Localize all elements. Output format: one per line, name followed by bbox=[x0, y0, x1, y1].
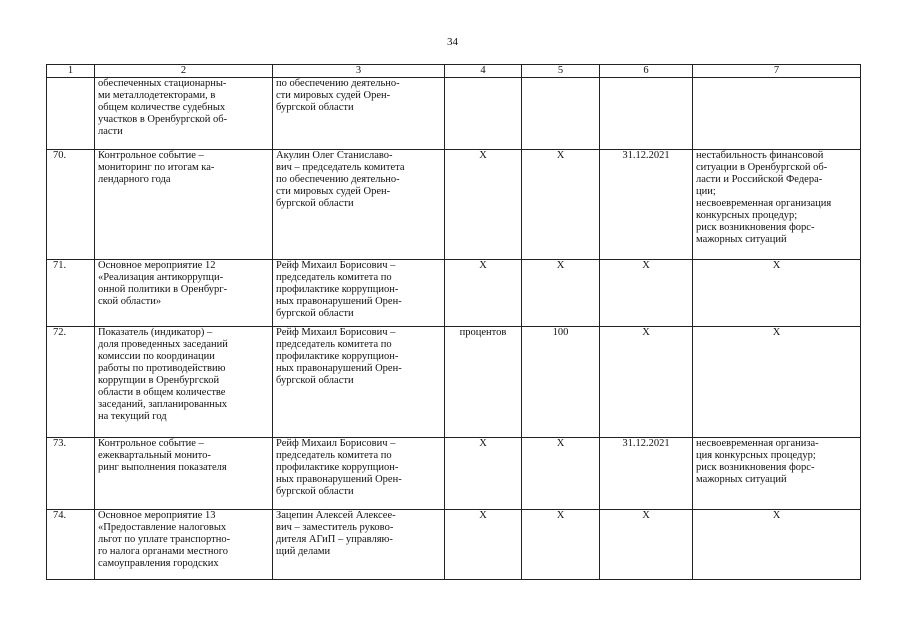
table-row bbox=[47, 260, 861, 327]
row-number: 72. bbox=[47, 327, 95, 438]
responsible-person: Рейф Михаил Борисович – председатель комитета по профилактике коррупцион- ных правонарушений Орен- бургской области bbox=[273, 260, 445, 327]
column-header: 3 bbox=[273, 65, 445, 78]
risks-cell: X bbox=[693, 260, 861, 327]
value-cell: 100 bbox=[522, 327, 600, 438]
risks-cell: несвоевременная организа- ция конкурсных процедур; риск возникновения форс- мажорных ситуаций bbox=[693, 438, 861, 510]
column-header: 5 bbox=[522, 65, 600, 78]
unit-cell: X bbox=[445, 150, 522, 260]
date-cell bbox=[600, 78, 693, 150]
page-number: 34 bbox=[447, 36, 458, 48]
responsible-person: по обеспечению деятельно- сти мировых судей Орен- бургской области bbox=[273, 78, 445, 150]
column-header: 4 bbox=[445, 65, 522, 78]
column-header: 2 bbox=[95, 65, 273, 78]
row-number bbox=[47, 78, 95, 150]
value-cell: X bbox=[522, 510, 600, 580]
responsible-person: Зацепин Алексей Алексее- вич – заместитель руково- дителя АГиП – управляю- щий делами bbox=[273, 510, 445, 580]
measure-name: Контрольное событие – мониторинг по итогам ка- лендарного года bbox=[95, 150, 273, 260]
column-number-row bbox=[47, 65, 861, 78]
table-row bbox=[47, 510, 861, 580]
risks-cell: X bbox=[693, 510, 861, 580]
measure-name: Контрольное событие – ежеквартальный монито- ринг выполнения показателя bbox=[95, 438, 273, 510]
measure-name: Показатель (индикатор) – доля проведенных заседаний комиссии по координации работы по противодействию коррупции в Оренбургской области в общем количестве заседаний, запланированных на текущий год bbox=[95, 327, 273, 438]
responsible-person: Рейф Михаил Борисович – председатель комитета по профилактике коррупцион- ных правонарушений Орен- бургской области bbox=[273, 327, 445, 438]
column-header: 7 bbox=[693, 65, 861, 78]
table-row bbox=[47, 150, 861, 260]
value-cell: X bbox=[522, 150, 600, 260]
unit-cell bbox=[445, 78, 522, 150]
row-number: 74. bbox=[47, 510, 95, 580]
value-cell bbox=[522, 78, 600, 150]
date-cell: 31.12.2021 bbox=[600, 438, 693, 510]
row-number: 73. bbox=[47, 438, 95, 510]
date-cell: X bbox=[600, 510, 693, 580]
unit-cell: X bbox=[445, 510, 522, 580]
value-cell: X bbox=[522, 260, 600, 327]
measure-name: Основное мероприятие 12 «Реализация антикоррупци- онной политики в Оренбург- ской области» bbox=[95, 260, 273, 327]
risks-cell bbox=[693, 78, 861, 150]
value-cell: X bbox=[522, 438, 600, 510]
date-cell: X bbox=[600, 260, 693, 327]
table-row bbox=[47, 327, 861, 438]
table-row bbox=[47, 78, 861, 150]
measures-table bbox=[46, 64, 861, 580]
unit-cell: процентов bbox=[445, 327, 522, 438]
row-number: 71. bbox=[47, 260, 95, 327]
unit-cell: X bbox=[445, 438, 522, 510]
date-cell: 31.12.2021 bbox=[600, 150, 693, 260]
column-header: 1 bbox=[47, 65, 95, 78]
unit-cell: X bbox=[445, 260, 522, 327]
table-row bbox=[47, 438, 861, 510]
responsible-person: Рейф Михаил Борисович – председатель комитета по профилактике коррупцион- ных правонарушений Орен- бургской области bbox=[273, 438, 445, 510]
responsible-person: Акулин Олег Станиславо- вич – председатель комитета по обеспечению деятельно- сти мировых судей Орен- бургской области bbox=[273, 150, 445, 260]
risks-cell: X bbox=[693, 327, 861, 438]
measure-name: обеспеченных стационарны- ми металлодетекторами, в общем количестве судебных участков в Оренбургской об- ласти bbox=[95, 78, 273, 150]
measure-name: Основное мероприятие 13 «Предоставление налоговых льгот по уплате транспортно- го налога органами местного самоуправления городских bbox=[95, 510, 273, 580]
column-header: 6 bbox=[600, 65, 693, 78]
date-cell: X bbox=[600, 327, 693, 438]
risks-cell: нестабильность финансовой ситуации в Оренбургской об- ласти и Российской Федера- ции; несвоевременная организация конкурсных процедур; риск возникновения форс- мажорных ситуаций bbox=[693, 150, 861, 260]
row-number: 70. bbox=[47, 150, 95, 260]
